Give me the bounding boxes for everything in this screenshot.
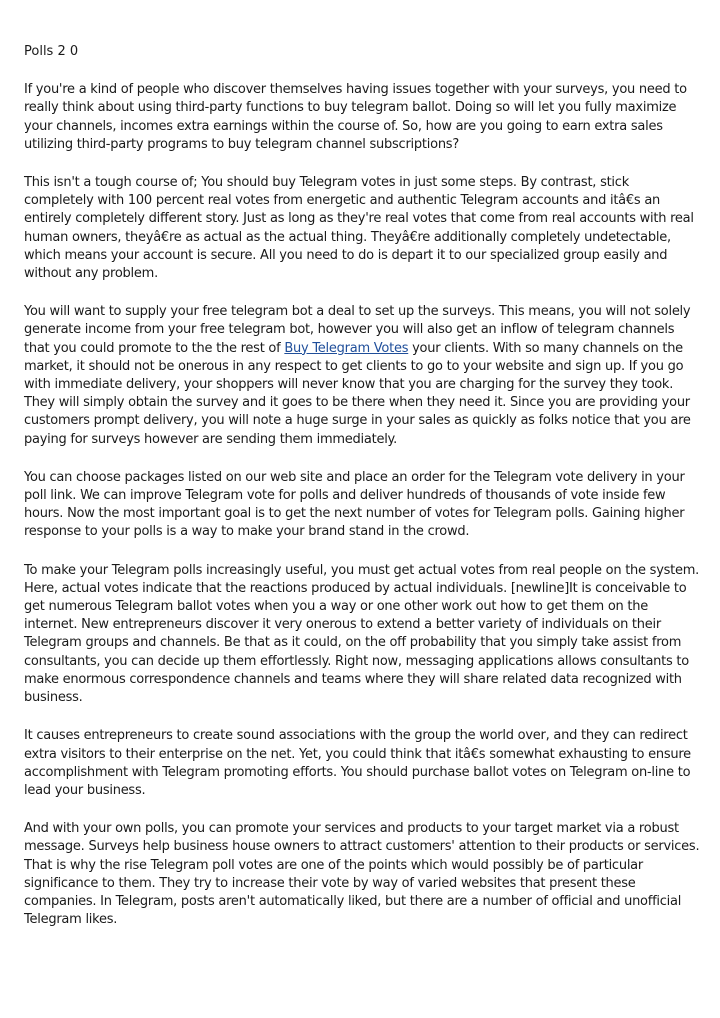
paragraph-1: If you're a kind of people who discover themselves having issues together with your surveys, you need to really think about using third-party functions to buy telegram ballot. Doing so will let you fully maximize your channels, incomes extra earnings within the course of. So, how are you going to earn extra sales utilizing third-party programs to buy telegram channel subscriptions? — [24, 82, 687, 152]
buy-telegram-votes-link[interactable]: Buy Telegram Votes — [284, 340, 409, 356]
paragraph-3-text-before: You will want to supply your free telegram bot a deal to set up the surveys. This means, you will not solely generate income from your free telegram bot, however you will also get an inflow of telegram channels that you could promote to the the rest of — [24, 304, 691, 356]
document-title: Polls 2 0 — [24, 44, 79, 59]
paragraph-3 — [24, 303, 700, 449]
paragraph-3-text-after: your clients. With so many channels on the market, it should not be onerous in any respect to get clients to go to your website and sign up. If you go with immediate delivery, your shoppers will never know that you are charging for the survey they took. They will simply obtain the survey and it goes to be there when they need it. Since you are providing your customers prompt delivery, you will note a huge surge in your sales as quickly as folks notice that you are paying for surveys however are sending them immediately. — [24, 340, 691, 447]
paragraph-4: You can choose packages listed on our web site and place an order for the Telegram vote delivery in your poll link. We can improve Telegram vote for polls and deliver hundreds of thousands of vote inside few hours. Now the most important goal is to get the next number of votes for Telegram polls. Gaining higher response to your polls is a way to make your brand stand in the crowd. — [24, 469, 685, 540]
document-page — [24, 43, 700, 949]
paragraph-2: This isn't a tough course of; You should buy Telegram votes in just some steps. By contrast, stick completely with 100 percent real votes from energetic and authentic Telegram accounts and itâ€s an entirely completely different story. Just as long as they're real votes that come from real accounts with real human owners, theyâ€re as actual as the actual thing. Theyâ€re additionally completely undetectable, which means your account is secure. All you need to do is depart it to our specialized group easily and without any problem. — [24, 175, 694, 282]
paragraph-7: And with your own polls, you can promote your services and products to your target market via a robust message. Surveys help business house owners to attract customers' attention to their products or services. That is why the rise Telegram poll votes are one of the points which would possibly be of particular significance to them. They try to increase their vote by way of varied websites that present these companies. In Telegram, posts aren't automatically liked, but there are a number of official and unofficial Telegram likes. — [24, 821, 700, 928]
paragraph-5: To make your Telegram polls increasingly useful, you must get actual votes from real people on the system. Here, actual votes indicate that the reactions produced by actual individuals. [newline]It is conceivable to get numerous Telegram ballot votes when you a way or one other work out how to get them on the internet. New entrepreneurs discover it very onerous to extend a better variety of individuals on their Telegram groups and channels. Be that as it could, on the off probability that you simply take assist from consultants, you can decide up them effortlessly. Right now, messaging applications allows consultants to make enormous correspondence channels and teams where they will share related data recognized with business. — [24, 562, 700, 706]
paragraph-6: It causes entrepreneurs to create sound associations with the group the world over, and they can redirect extra visitors to their enterprise on the net. Yet, you could think that itâ€s somewhat exhausting to ensure accomplishment with Telegram promoting efforts. You should purchase ballot votes on Telegram on-line to lead your business. — [24, 728, 691, 798]
